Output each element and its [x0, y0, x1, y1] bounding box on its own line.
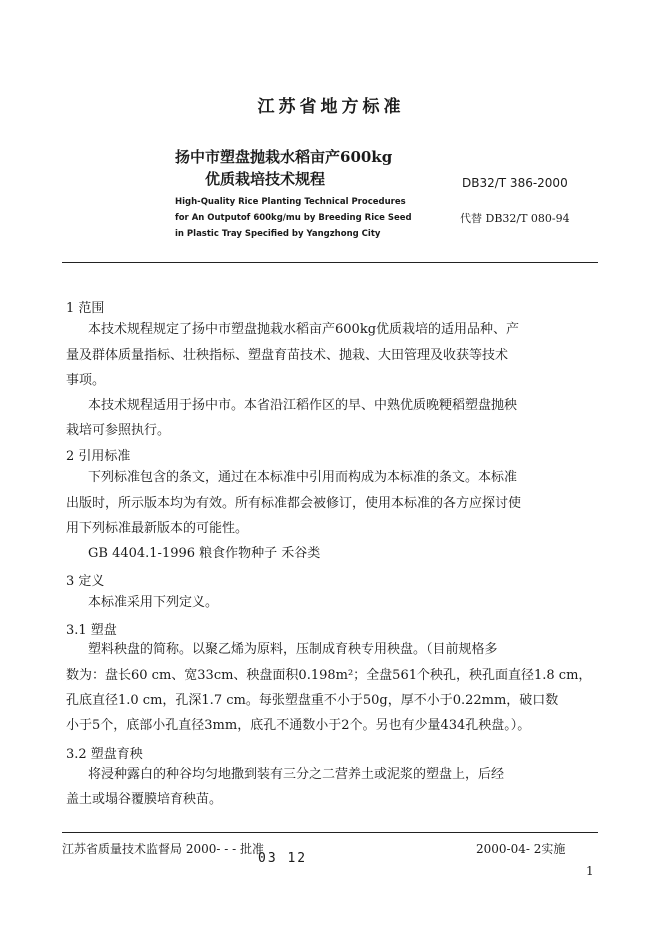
header-divider	[62, 262, 598, 263]
replaces-standard: 代替 DB32/T 080-94	[460, 212, 570, 225]
document-title-line2: 优质栽培技术规程	[205, 170, 326, 188]
standard-series-title: 江苏省地方标准	[257, 97, 405, 117]
english-title-line2: for An Outputof 600kg/mu by Breeding Rice Seed	[175, 213, 412, 223]
section-1-line: 量及群体质量指标、壮秧指标、塑盘育苗技术、抛栽、大田管理及收获等技术	[66, 348, 509, 363]
normative-reference: GB 4404.1-1996 粮食作物种子 禾谷类	[88, 546, 321, 561]
section-3-1-line: 塑料秧盘的简称。以聚乙烯为原料，压制成育秧专用秧盘。（目前规格多	[88, 642, 498, 657]
section-1-line: 栽培可参照执行。	[66, 423, 171, 438]
section-1-line: 本技术规程规定了扬中市塑盘抛栽水稻亩产600kg优质栽培的适用品种、产	[88, 322, 520, 337]
section-3-heading: 3 定义	[66, 574, 105, 589]
english-title-line1: High-Quality Rice Planting Technical Procedures	[175, 197, 406, 207]
section-3-2-heading: 3.2 塑盘育秧	[66, 747, 143, 762]
section-3-intro: 本标准采用下列定义。	[88, 595, 219, 610]
section-3-1-line: 数为：盘长60 cm、宽33cm、秧盘面积0.198m²；全盘561个秧孔，秧孔面直径1.8 cm，	[66, 668, 592, 683]
approval-authority: 江苏省质量技术监督局 2000- - - 批准	[62, 842, 264, 856]
section-1-heading: 1 范围	[66, 301, 105, 316]
section-2-line: 出版时，所示版本均为有效。所有标准都会被修订，使用本标准的各方应探讨使	[66, 496, 522, 511]
section-2-heading: 2 引用标准	[66, 449, 131, 464]
footer-divider	[62, 832, 598, 833]
section-2-line: 用下列标准最新版本的可能性。	[66, 521, 249, 536]
section-3-1-line: 孔底直径1.0 cm，孔深1.7 cm。每张塑盘重不小于50g，厚不小于0.22mm，破口数	[66, 693, 559, 708]
section-1-line: 事项。	[66, 373, 106, 388]
handwritten-approval-date: 03 12	[258, 851, 308, 866]
english-title-line3: in Plastic Tray Specified by Yangzhong City	[175, 229, 381, 239]
section-3-2-line: 将浸种露白的种谷均匀地撒到装有三分之二营养土或泥浆的塑盘上，后经	[88, 767, 505, 782]
implementation-date: 2000-04- 2实施	[476, 842, 566, 856]
section-3-1-heading: 3.1 塑盘	[66, 623, 117, 638]
standard-number: DB32/T 386-2000	[462, 176, 568, 190]
document-title-line1: 扬中市塑盘抛栽水稻亩产600kg	[175, 148, 393, 166]
section-2-line: 下列标准包含的条文，通过在本标准中引用而构成为本标准的条文。本标准	[88, 470, 518, 485]
section-3-1-line: 小于5个，底部小孔直径3mm，底孔不通数小于2个。另也有少量434孔秧盘。）。	[66, 718, 531, 733]
section-1-line: 本技术规程适用于扬中市。本省沿江稻作区的早、中熟优质晚粳稻塑盘抛秧	[88, 398, 518, 413]
section-3-2-line: 盖土或塌谷覆膜培育秧苗。	[66, 792, 223, 807]
page-number: 1	[586, 864, 594, 878]
